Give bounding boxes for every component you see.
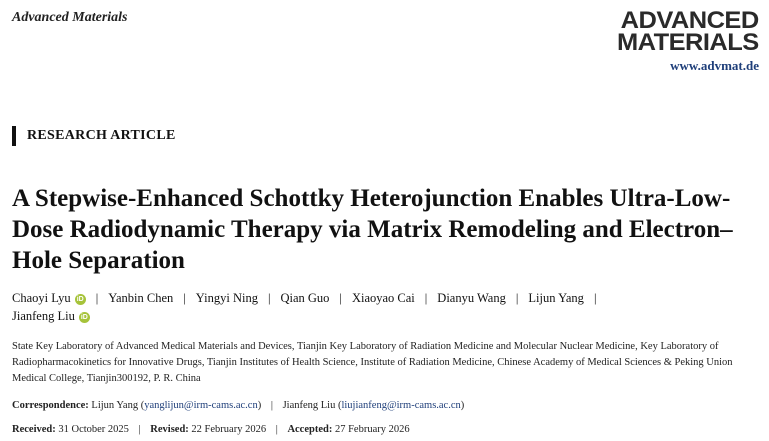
correspondence-name: Jianfeng Liu	[282, 400, 336, 411]
revised-date: 22 February 2026	[191, 424, 267, 435]
article-dates	[12, 424, 410, 435]
author-separator: |	[515, 291, 519, 305]
article-title: A Stepwise-Enhanced Schottky Heterojunction Enables Ultra-Low-Dose Radiodynamic Therapy via Matrix Remodeling and Electron–Hole Separation	[12, 185, 733, 274]
correspondence: Correspondence: Lijun Yang (yanglijun@irm-cams.ac.cn) | Jianfeng Liu (liujianfeng@irm-cams.ac.cn)	[12, 400, 465, 411]
author-separator: |	[183, 291, 186, 305]
correspondence-name: Lijun Yang	[91, 400, 139, 411]
affiliation: State Key Laboratory of Advanced Medical Materials and Devices, Tianjin Key Laboratory of Radiation Medicine and Molecular Nuclear Medicine, Key Laboratory of Radiopharmacokinetics for Innovative Drugs, Tianjin Institutes of Health Science, Institute of Radiation Medicine, Chinese Academy of Medical Sciences & Peking Union Medical College, Tianjin300192, P. R. China	[12, 341, 733, 384]
journal-name: Advanced Materials	[12, 10, 128, 25]
author-item[interactable]	[437, 291, 506, 305]
author-name[interactable]: Xiaoyao Cai	[351, 291, 415, 305]
author-name[interactable]: Jianfeng Liu	[12, 309, 75, 323]
correspondence-separator: |	[270, 400, 273, 411]
author-separator: |	[593, 291, 597, 305]
logo-line-2: MATERIALS	[617, 29, 759, 56]
journal-logo[interactable]	[617, 7, 759, 74]
author-name[interactable]: Qian Guo	[280, 291, 330, 305]
accepted-date: 27 February 2026	[334, 424, 410, 435]
author-separator: |	[339, 291, 342, 305]
date-separator: |	[138, 424, 141, 435]
correspondence-label: Correspondence:	[12, 400, 89, 411]
author-separator: |	[267, 291, 271, 305]
journal-url-link[interactable]: www.advmat.de	[670, 58, 759, 73]
accepted-label: Accepted:	[287, 424, 333, 435]
received-label: Received:	[12, 424, 56, 435]
author-item[interactable]	[528, 291, 584, 305]
correspondence-email-link[interactable]: liujianfeng@irm-cams.ac.cn	[341, 400, 461, 411]
author-item[interactable]	[196, 291, 258, 305]
orcid-icon[interactable]: iD	[76, 296, 84, 303]
author-item[interactable]	[12, 309, 90, 323]
logo-line-1: ADVANCED	[620, 7, 759, 34]
author-separator: |	[95, 291, 99, 305]
date-separator: |	[275, 424, 278, 435]
received-date: 31 October 2025	[58, 424, 129, 435]
orcid-icon[interactable]: iD	[80, 314, 88, 321]
author-separator: |	[424, 291, 428, 305]
author-name[interactable]: Chaoyi Lyu	[12, 291, 71, 305]
article-type-label: RESEARCH ARTICLE	[12, 126, 176, 146]
author-list	[12, 289, 712, 325]
author-name[interactable]: Yanbin Chen	[108, 291, 174, 305]
author-item[interactable]	[108, 291, 173, 305]
author-name[interactable]: Yingyi Ning	[195, 291, 258, 305]
author-item[interactable]	[12, 291, 86, 305]
author-name[interactable]: Lijun Yang	[528, 291, 584, 305]
author-item[interactable]	[352, 291, 415, 305]
correspondence-email-link[interactable]: yanglijun@irm-cams.ac.cn	[144, 400, 258, 411]
revised-label: Revised:	[150, 424, 189, 435]
author-name[interactable]: Dianyu Wang	[437, 291, 506, 305]
author-item[interactable]	[280, 291, 329, 305]
